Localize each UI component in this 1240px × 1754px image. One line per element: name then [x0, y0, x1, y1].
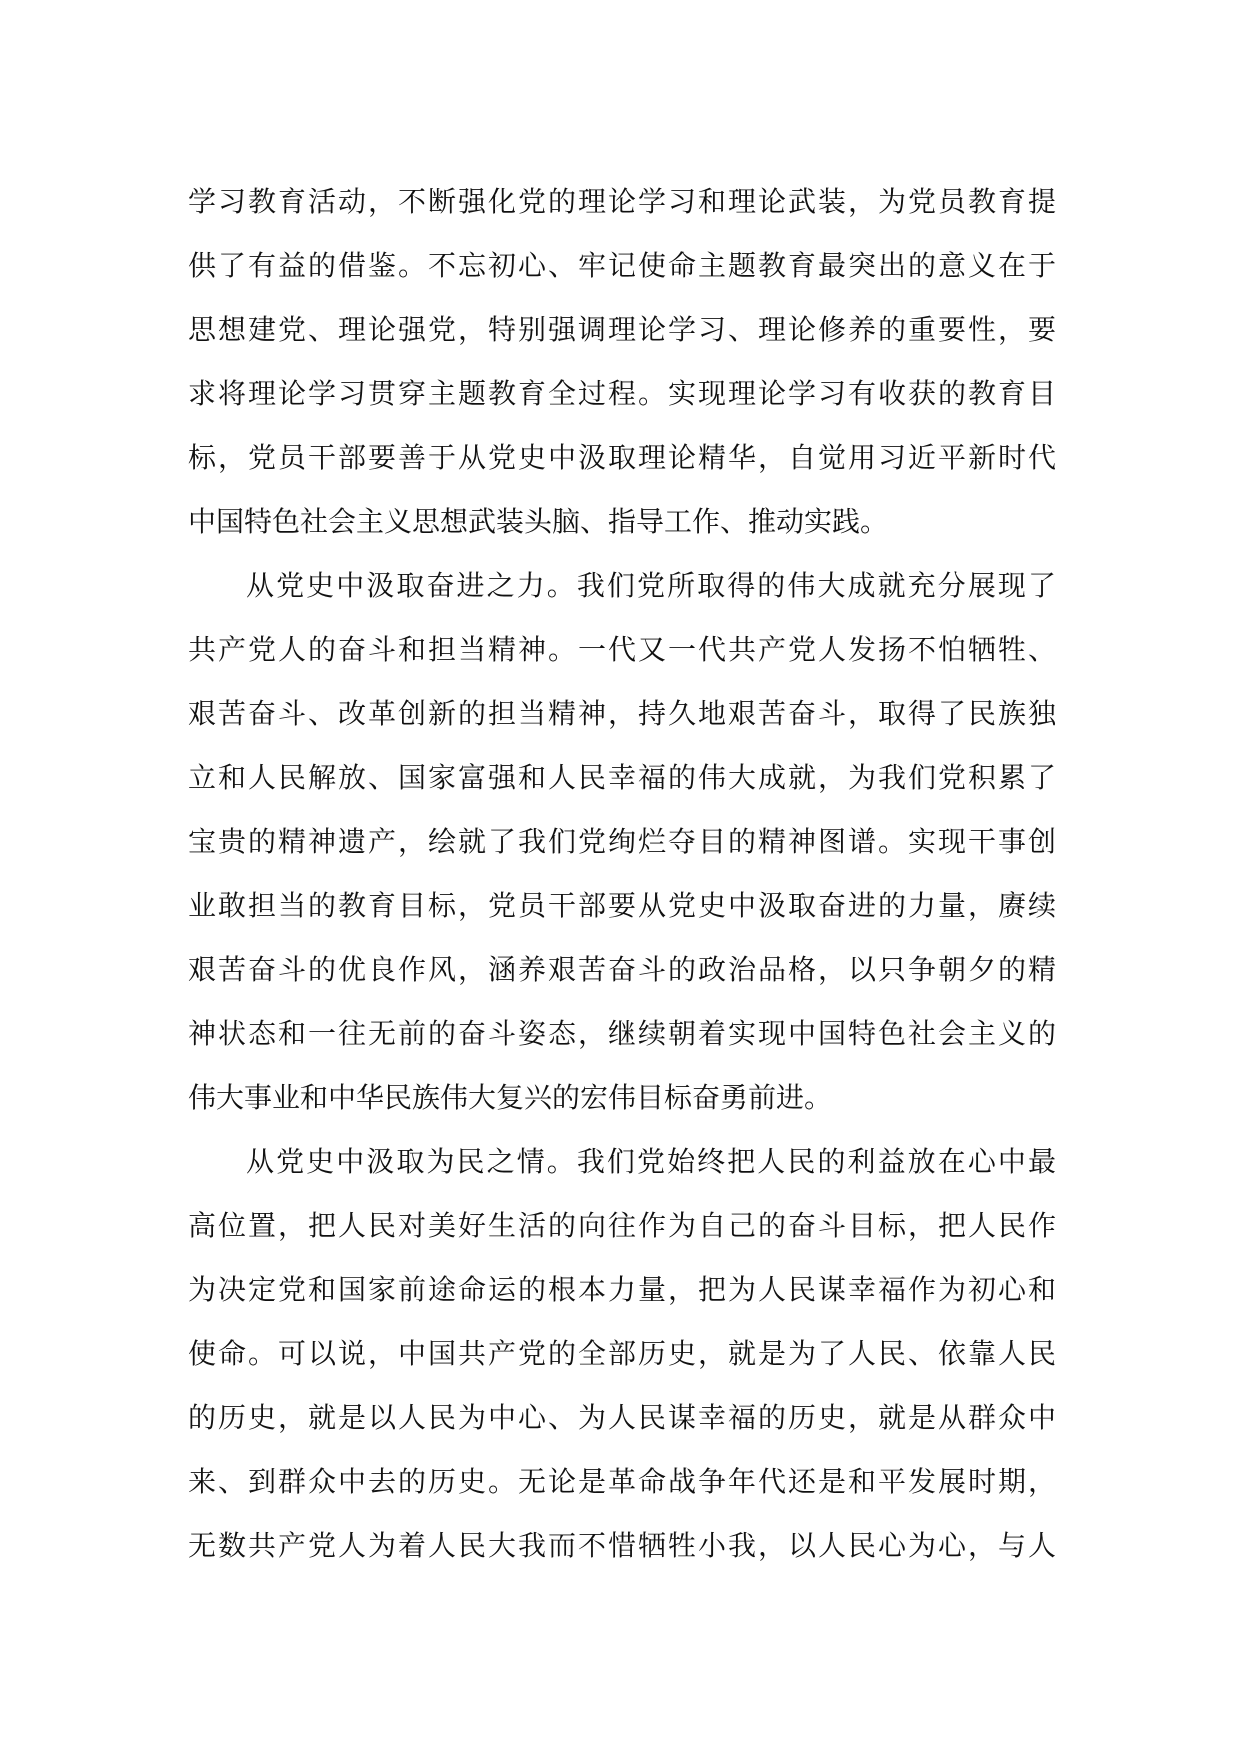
text-line: 的历史，就是以人民为中心、为人民谋幸福的历史，就是从群众中: [188, 1401, 1056, 1434]
paragraph-striving-power: [188, 554, 1056, 1130]
text-line: 从党史中汲取为民之情。我们党始终把人民的利益放在心中最: [246, 1145, 1056, 1178]
text-line: 业敢担当的教育目标，党员干部要从党史中汲取奋进的力量，赓续: [188, 889, 1056, 922]
paragraph-theory-study: [188, 170, 1056, 554]
text-line: 高位置，把人民对美好生活的向往作为自己的奋斗目标，把人民作: [188, 1209, 1056, 1242]
text-line: 从党史中汲取奋进之力。我们党所取得的伟大成就充分展现了: [246, 569, 1056, 602]
text-line: 使命。可以说，中国共产党的全部历史，就是为了人民、依靠人民: [188, 1337, 1056, 1370]
text-line: 中国特色社会主义思想武装头脑、指导工作、推动实践。: [188, 505, 889, 538]
text-line: 来、到群众中去的历史。无论是革命战争年代还是和平发展时期，: [188, 1465, 1056, 1498]
text-line: 艰苦奋斗、改革创新的担当精神，持久地艰苦奋斗，取得了民族独: [188, 697, 1056, 730]
text-line: 神状态和一往无前的奋斗姿态，继续朝着实现中国特色社会主义的: [188, 1017, 1056, 1050]
text-line: 无数共产党人为着人民大我而不惜牺牲小我，以人民心为心，与人: [188, 1529, 1056, 1562]
text-line: 标，党员干部要善于从党史中汲取理论精华，自觉用习近平新时代: [188, 441, 1056, 474]
text-line: 学习教育活动，不断强化党的理论学习和理论武装，为党员教育提: [188, 185, 1056, 218]
text-line: 宝贵的精神遗产，绘就了我们党绚烂夺目的精神图谱。实现干事创: [188, 825, 1056, 858]
document-body: [188, 170, 1056, 1578]
text-line: 艰苦奋斗的优良作风，涵养艰苦奋斗的政治品格，以只争朝夕的精: [188, 953, 1056, 986]
text-line: 供了有益的借鉴。不忘初心、牢记使命主题教育最突出的意义在于: [188, 249, 1056, 282]
paragraph-people-feeling: [188, 1130, 1056, 1578]
text-line: 立和人民解放、国家富强和人民幸福的伟大成就，为我们党积累了: [188, 761, 1056, 794]
text-line: 求将理论学习贯穿主题教育全过程。实现理论学习有收获的教育目: [188, 377, 1056, 410]
text-line: 为决定党和国家前途命运的根本力量，把为人民谋幸福作为初心和: [188, 1273, 1056, 1306]
text-line: 思想建党、理论强党，特别强调理论学习、理论修养的重要性，要: [188, 313, 1056, 346]
text-line: 伟大事业和中华民族伟大复兴的宏伟目标奋勇前进。: [188, 1081, 833, 1114]
text-line: 共产党人的奋斗和担当精神。一代又一代共产党人发扬不怕牺牲、: [188, 633, 1056, 666]
